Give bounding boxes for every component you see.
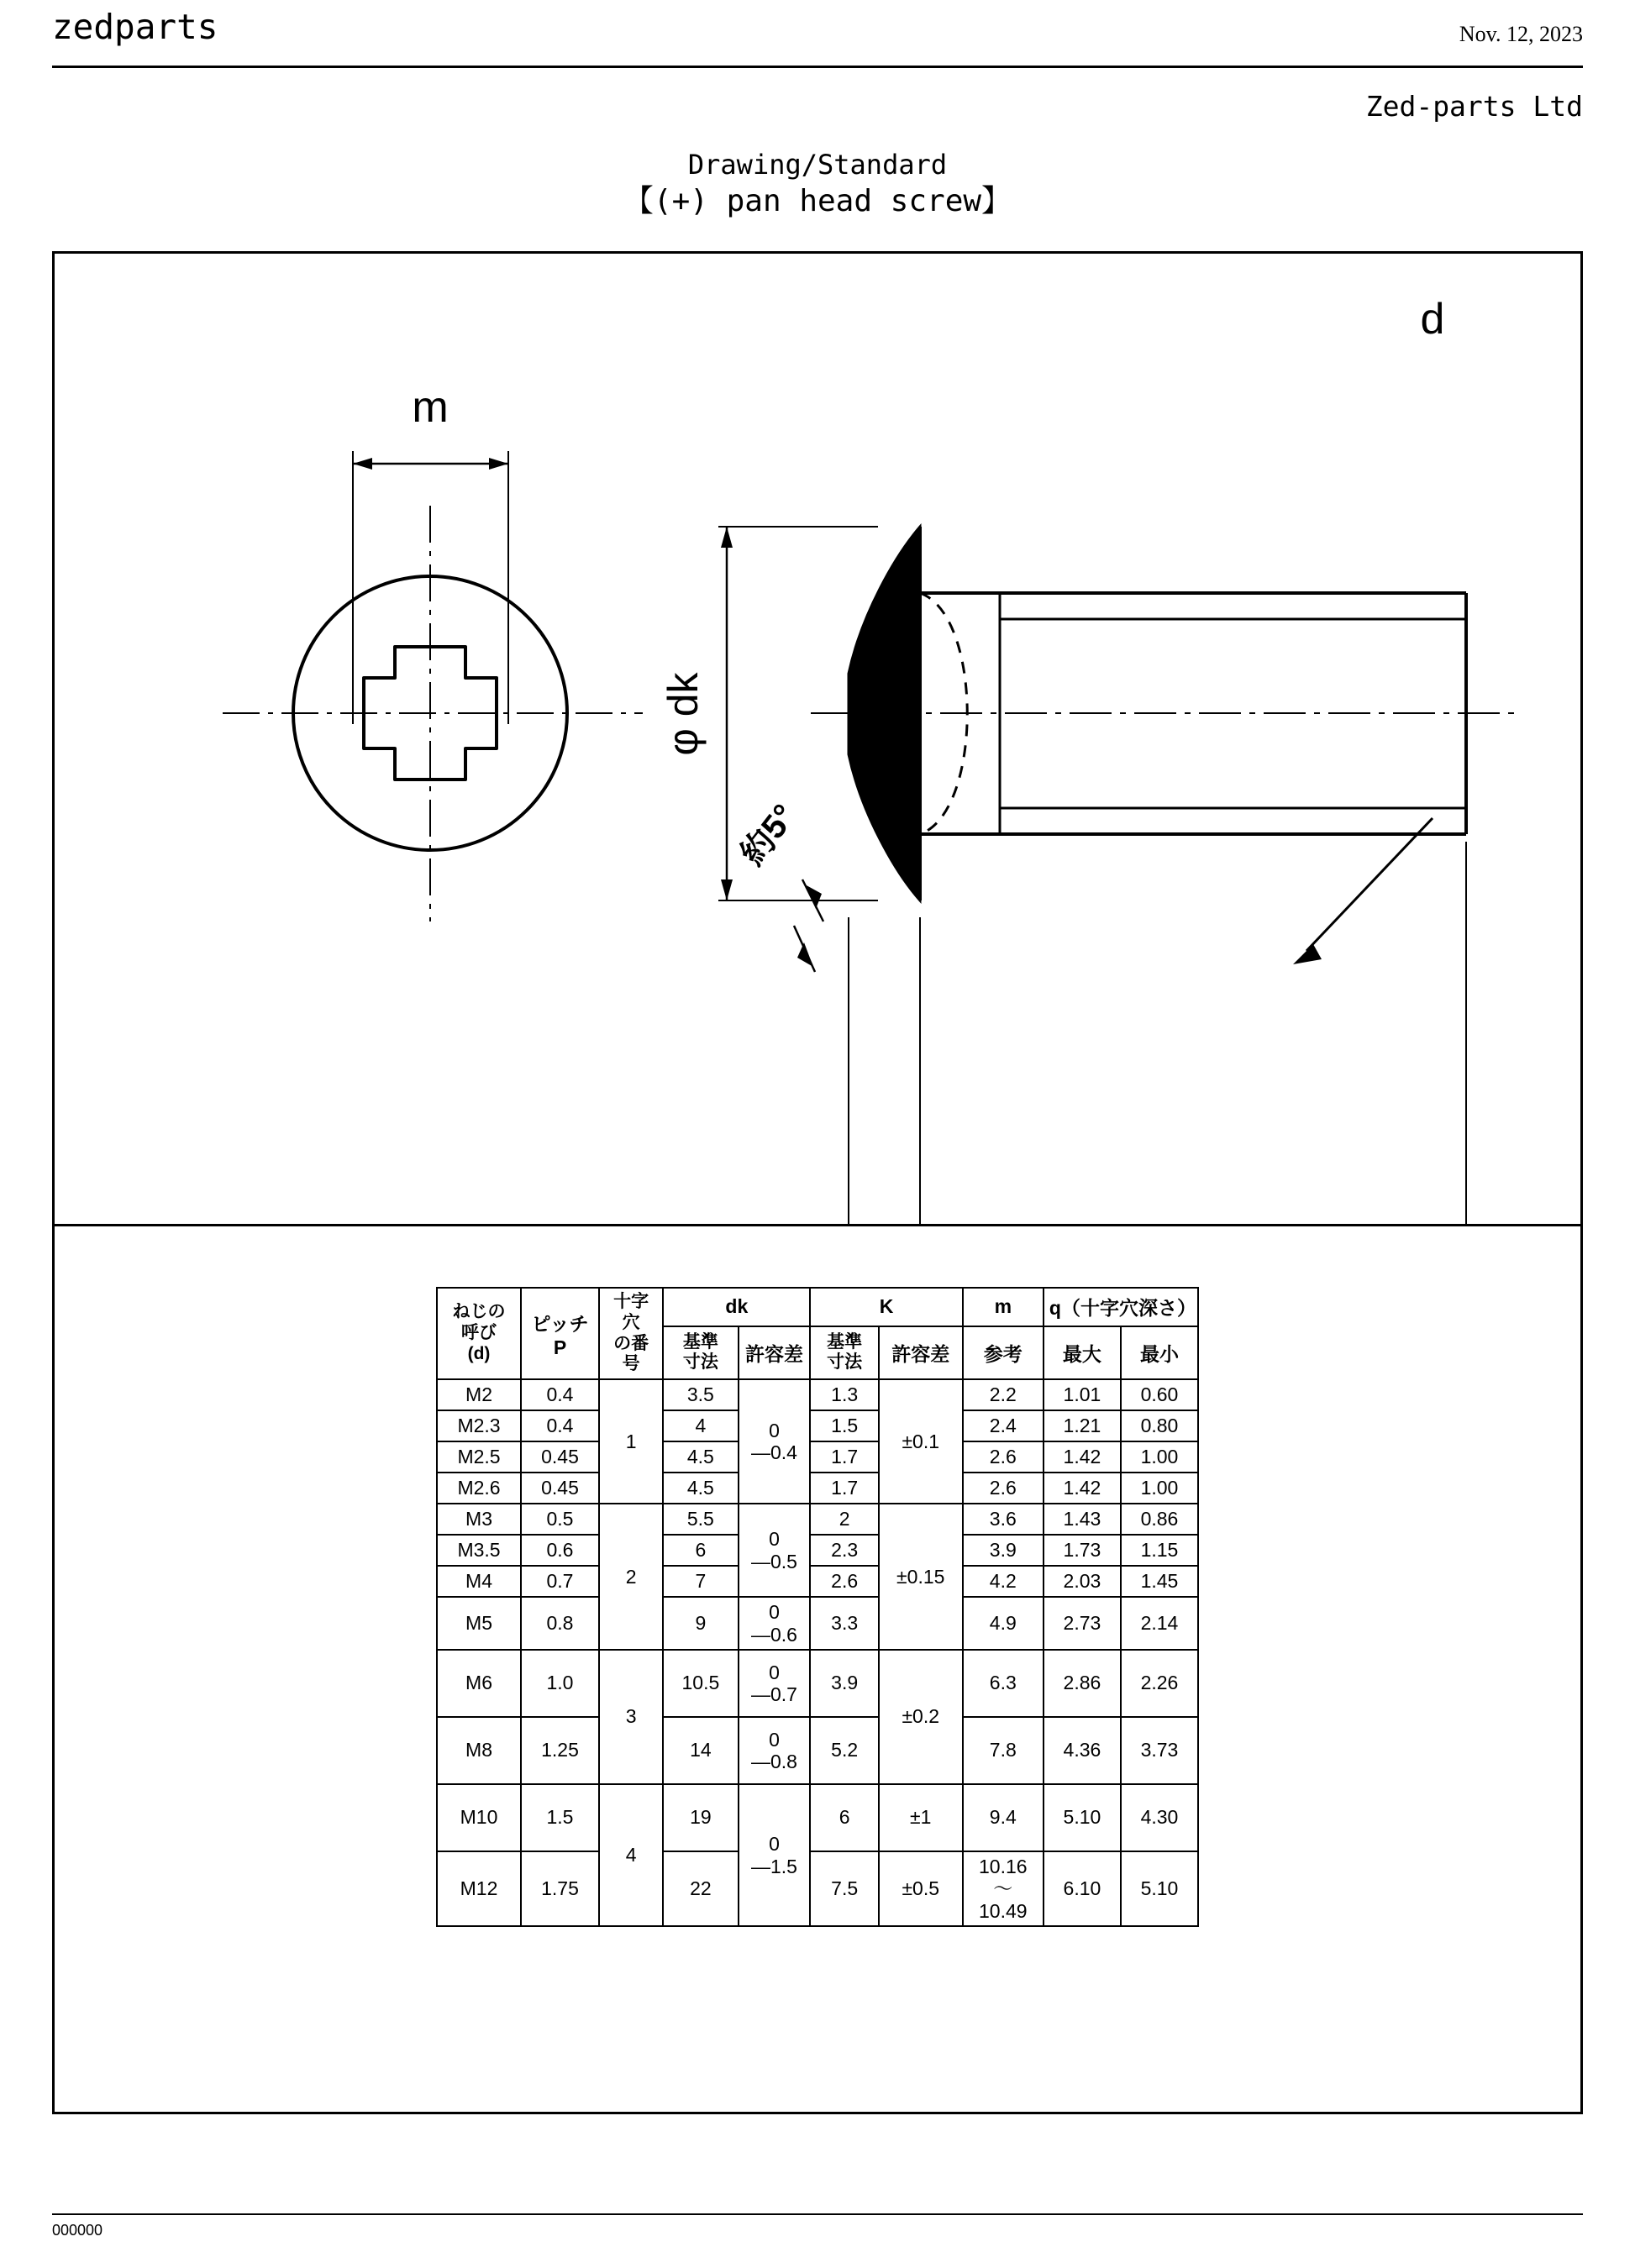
cell-dk-basic: 3.5 [663,1379,738,1410]
cell-dk-basic: 4.5 [663,1441,738,1473]
cell-dk-basic: 22 [663,1851,738,1926]
table-head [437,1288,1198,1379]
cell-k-tolerance: ±0.1 [879,1379,963,1504]
dk-tol-lower: —0.6 [750,1623,797,1646]
header-q: q（十字穴深さ） [1044,1288,1198,1326]
cell-dk-tolerance [739,1717,811,1784]
cell-q-min: 0.60 [1121,1379,1198,1410]
cell-dk-tolerance [739,1784,811,1926]
footer-code: 000000 [52,2222,103,2239]
cell-k-basic: 1.7 [810,1441,878,1473]
cell-pitch: 1.25 [521,1717,599,1784]
cell-pitch: 0.5 [521,1504,599,1535]
header-k-basic-line2: 寸法 [827,1352,863,1373]
table-header-row-1 [437,1288,1198,1326]
cell-q-min: 4.30 [1121,1784,1198,1851]
cell-q-max: 2.73 [1044,1597,1121,1650]
cell-pitch: 0.8 [521,1597,599,1650]
m-range-tilde: ～ [993,1877,1013,1900]
cell-k-basic: 2.6 [810,1566,878,1597]
cell-pitch: 0.6 [521,1535,599,1566]
header-dk-tolerance: 許容差 [739,1326,811,1379]
cell-q-max: 1.42 [1044,1441,1121,1473]
dk-tol-lower: —0.5 [750,1550,797,1572]
cell-m: 9.4 [963,1784,1044,1851]
cell-dk-tolerance [739,1379,811,1504]
cell-q-min: 5.10 [1121,1851,1198,1926]
header-q-min: 最小 [1121,1326,1198,1379]
cell-k-basic: 6 [810,1784,878,1851]
cell-q-min: 2.14 [1121,1597,1198,1650]
cell-m: 2.2 [963,1379,1044,1410]
cell-k-basic: 5.2 [810,1717,878,1784]
cell-pitch: 0.45 [521,1473,599,1504]
cell-dk-basic: 4.5 [663,1473,738,1504]
header-k-basic [810,1326,878,1379]
table-row [437,1597,1198,1650]
cell-thread: M2.3 [437,1410,521,1441]
cell-thread: M2.5 [437,1441,521,1473]
cell-q-min: 1.00 [1121,1473,1198,1504]
cell-k-basic: 7.5 [810,1851,878,1926]
technical-drawing [55,254,1580,1224]
header-dk-basic [663,1326,738,1379]
dk-tol-upper: 0 [769,1728,780,1751]
cell-m [963,1851,1044,1926]
document-title [52,148,1583,221]
cell-k-tolerance: ±1 [879,1784,963,1851]
cell-m: 3.9 [963,1535,1044,1566]
header-k-basic-line1: 基準 [827,1331,863,1352]
cell-thread: M12 [437,1851,521,1926]
cell-cross-number: 1 [599,1379,663,1504]
cell-thread: M6 [437,1650,521,1717]
cell-m: 7.8 [963,1717,1044,1784]
cell-q-max: 2.86 [1044,1650,1121,1717]
cell-k-basic: 3.9 [810,1650,878,1717]
table-row [437,1784,1198,1851]
header-dk-basic-line2: 寸法 [682,1352,718,1373]
page-header [52,0,1583,68]
cell-m: 6.3 [963,1650,1044,1717]
dk-tol-upper: 0 [769,1833,780,1856]
table-row [437,1535,1198,1566]
cell-q-max: 1.01 [1044,1379,1121,1410]
cell-m: 2.6 [963,1441,1044,1473]
header-k-tolerance: 許容差 [879,1326,963,1379]
header-m-reference: 参考 [963,1326,1044,1379]
cell-cross-number: 3 [599,1650,663,1784]
header-dk-basic-line1: 基準 [682,1331,718,1352]
cell-pitch: 0.7 [521,1566,599,1597]
cell-pitch: 1.0 [521,1650,599,1717]
label-d: d [1420,295,1445,344]
label-m: m [412,383,449,433]
header-thread-line1: ねじの [452,1302,506,1322]
cell-dk-basic: 10.5 [663,1650,738,1717]
cell-dk-basic: 7 [663,1566,738,1597]
m-range-lower: 10.49 [979,1899,1028,1922]
cell-q-max: 2.03 [1044,1566,1121,1597]
cell-dk-basic: 9 [663,1597,738,1650]
cell-k-basic: 3.3 [810,1597,878,1650]
cell-dk-basic: 6 [663,1535,738,1566]
dk-tol-upper: 0 [769,1528,780,1551]
cell-q-max: 5.10 [1044,1784,1121,1851]
table-body [437,1379,1198,1926]
company-name: Zed-parts Ltd [1365,90,1583,123]
header-dk: dk [663,1288,810,1326]
cell-m: 2.4 [963,1410,1044,1441]
cell-dk-basic: 14 [663,1717,738,1784]
table-row [437,1717,1198,1784]
frame-divider [55,1224,1580,1226]
dk-tol-upper: 0 [769,1601,780,1624]
dk-tol-lower: —1.5 [750,1855,797,1877]
table-row [437,1473,1198,1504]
cell-thread: M2 [437,1379,521,1410]
cell-q-min: 3.73 [1121,1717,1198,1784]
cell-cross-number: 4 [599,1784,663,1926]
cell-q-min: 1.15 [1121,1535,1198,1566]
header-cross-number [599,1288,663,1379]
cell-q-min: 0.86 [1121,1504,1198,1535]
cell-thread: M2.6 [437,1473,521,1504]
page-footer [52,2213,1583,2239]
cell-q-max: 1.21 [1044,1410,1121,1441]
dk-tol-upper: 0 [769,1661,780,1683]
header-thread-line2: 呼び [461,1323,497,1343]
header-q-max: 最大 [1044,1326,1121,1379]
cell-m: 3.6 [963,1504,1044,1535]
table-row [437,1441,1198,1473]
header-k: K [810,1288,962,1326]
cell-m: 2.6 [963,1473,1044,1504]
title-line-1: Drawing/Standard [687,149,948,181]
brand-name: zedparts [52,7,218,47]
table-row [437,1650,1198,1717]
cell-dk-tolerance [739,1597,811,1650]
cell-q-max: 4.36 [1044,1717,1121,1784]
cell-k-tolerance: ±0.15 [879,1504,963,1650]
cell-cross-number: 2 [599,1504,663,1650]
table-row [437,1851,1198,1926]
cell-m: 4.9 [963,1597,1044,1650]
header-cross-line1: 十字穴 [613,1292,649,1332]
m-range-upper: 10.16 [979,1855,1028,1877]
cell-dk-tolerance [739,1650,811,1717]
cell-q-min: 1.45 [1121,1566,1198,1597]
cell-dk-basic: 4 [663,1410,738,1441]
cell-dk-basic: 5.5 [663,1504,738,1535]
specification-table [436,1287,1199,1927]
table-row [437,1410,1198,1441]
cell-q-min: 0.80 [1121,1410,1198,1441]
header-thread-size [437,1288,521,1379]
cell-q-min: 1.00 [1121,1441,1198,1473]
header-thread-line3: (d) [467,1343,491,1363]
dk-tol-lower: —0.4 [750,1441,797,1464]
cell-q-min: 2.26 [1121,1650,1198,1717]
cell-k-tolerance: ±0.5 [879,1851,963,1926]
cell-k-basic: 2.3 [810,1535,878,1566]
cell-k-tolerance: ±0.2 [879,1650,963,1784]
cell-q-max: 1.43 [1044,1504,1121,1535]
screw-drawing-svg [55,254,1580,1224]
cell-thread: M3.5 [437,1535,521,1566]
cell-thread: M3 [437,1504,521,1535]
label-dk: φ dk [660,672,707,756]
cell-k-basic: 1.5 [810,1410,878,1441]
dk-tol-lower: —0.8 [750,1750,797,1772]
table-row [437,1504,1198,1535]
cell-q-max: 6.10 [1044,1851,1121,1926]
cell-k-basic: 2 [810,1504,878,1535]
cell-pitch: 0.45 [521,1441,599,1473]
dk-tol-lower: —0.7 [750,1683,797,1705]
cell-pitch: 1.5 [521,1784,599,1851]
header-cross-line2: の番号 [613,1333,649,1374]
table-row [437,1566,1198,1597]
table-row [437,1379,1198,1410]
cell-thread: M5 [437,1597,521,1650]
specification-table-wrap [436,1287,1199,1927]
drawing-frame [52,251,1583,2114]
title-line-2: 【(+) pan head screw】 [623,183,1012,218]
cell-k-basic: 1.7 [810,1473,878,1504]
cell-thread: M4 [437,1566,521,1597]
cell-q-max: 1.73 [1044,1535,1121,1566]
cell-pitch: 1.75 [521,1851,599,1926]
cell-k-basic: 1.3 [810,1379,878,1410]
dk-tol-upper: 0 [769,1419,780,1441]
cell-dk-tolerance [739,1504,811,1597]
cell-thread: M10 [437,1784,521,1851]
document-date: Nov. 12, 2023 [1459,22,1583,46]
cell-pitch: 0.4 [521,1379,599,1410]
cell-thread: M8 [437,1717,521,1784]
cell-q-max: 1.42 [1044,1473,1121,1504]
cell-dk-basic: 19 [663,1784,738,1851]
label-angle: 約5° [733,797,804,873]
header-m: m [963,1288,1044,1326]
header-pitch: ピッチP [521,1288,599,1379]
cell-pitch: 0.4 [521,1410,599,1441]
cell-m: 4.2 [963,1566,1044,1597]
